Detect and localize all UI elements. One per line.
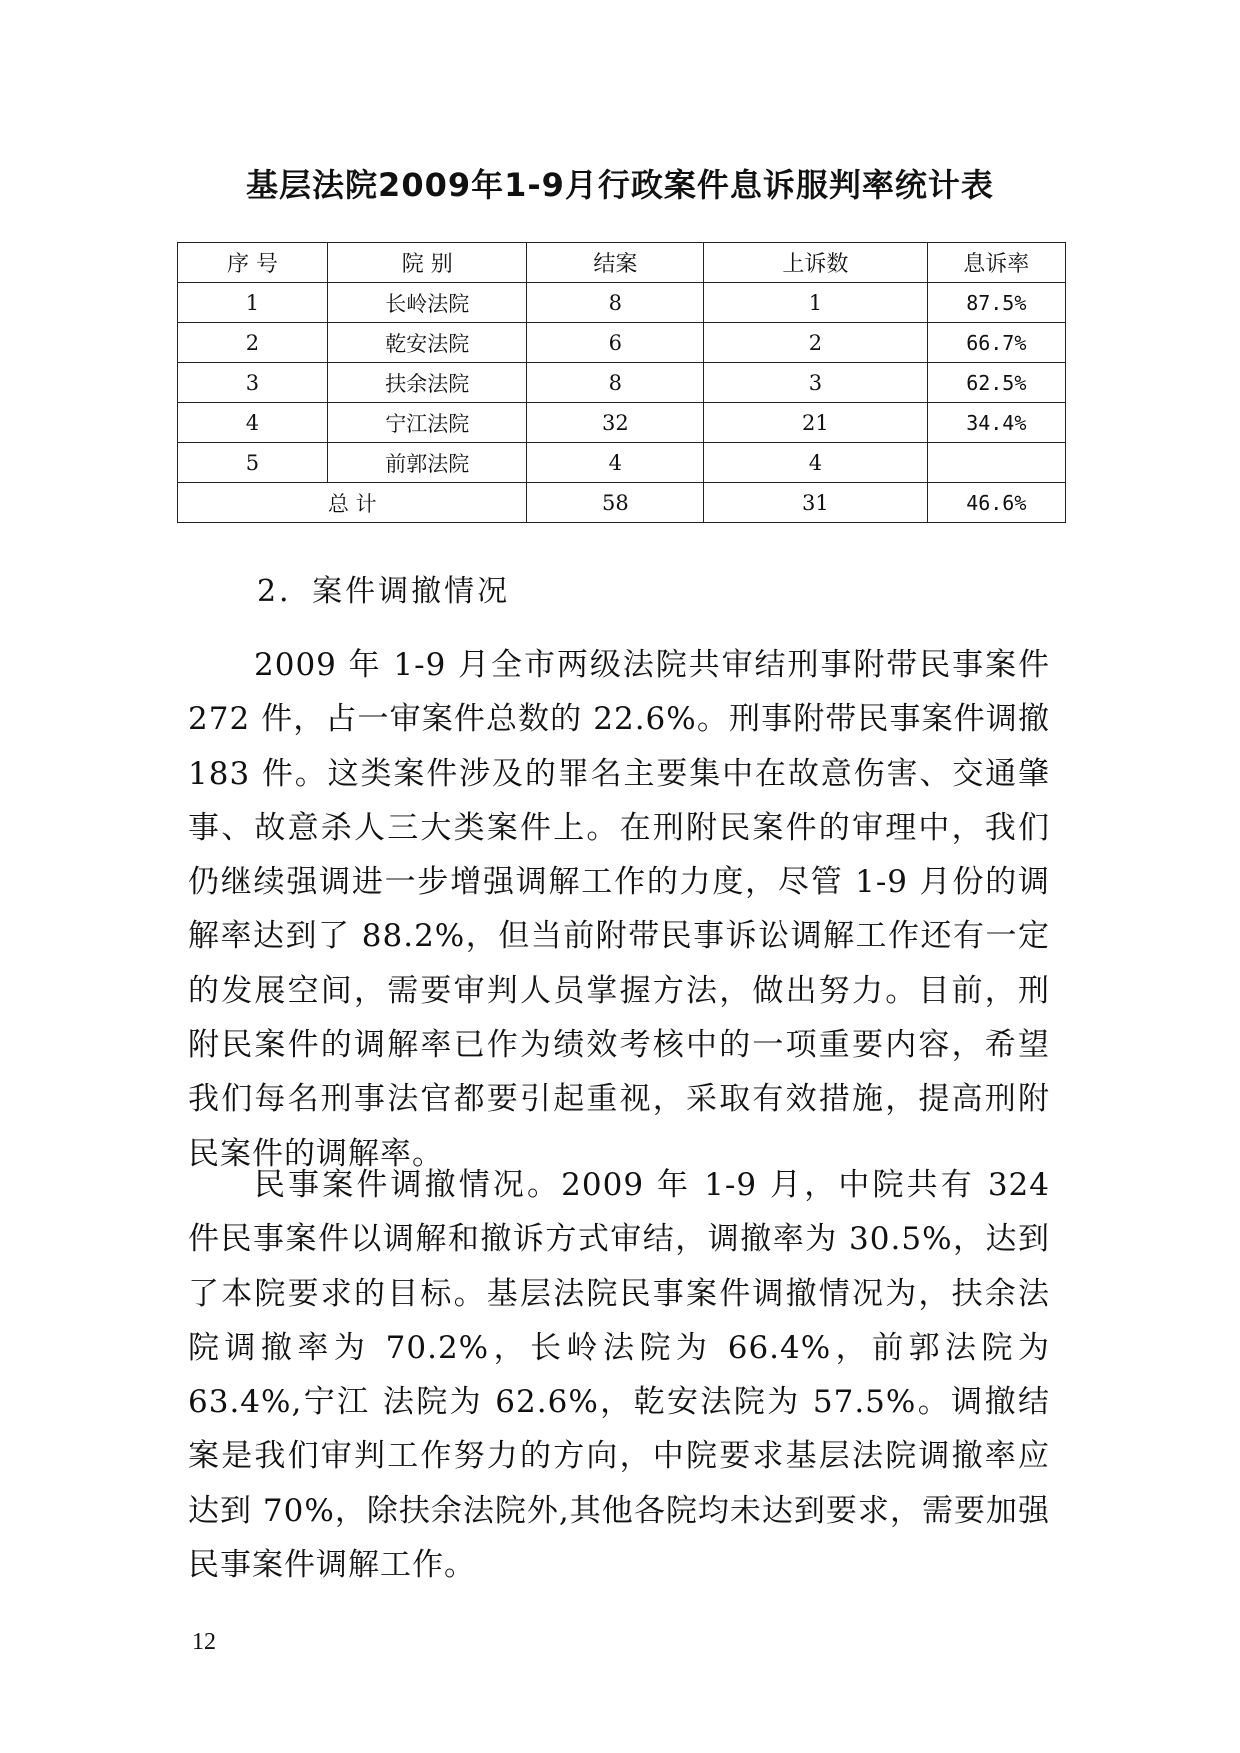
cell-court: 前郭法院 bbox=[327, 443, 527, 483]
cell-appeals: 2 bbox=[704, 323, 927, 363]
body-paragraph: 2009 年 1-9 月全市两级法院共审结刑事附带民事案件 272 件，占一审案件总数的 22.6%。刑事附带民事案件调撤 183 件。这类案件涉及的罪名主要集中在故意伤害、交通肇事、故意杀人三大类案件上。在刑附民案件的审理中，我们仍继续强调进一步增强调解工作的力度，尽管 1-9 月份的调解率达到了 88.2%，但当前附带民事诉讼调解工作还有一定的发展空间，需要审判人员掌握方法，做出努力。目前，刑附民案件的调解率已作为绩效考核中的一项重要内容，希望我们每名刑事法官都要引起重视，采取有效措施，提高刑附民案件的调解率。 bbox=[188, 647, 1050, 1172]
cell-serial-number: 1 bbox=[178, 283, 328, 323]
cell-appeals: 1 bbox=[704, 283, 927, 323]
table-total-row bbox=[178, 483, 1066, 523]
cell-appeals: 21 bbox=[704, 403, 927, 443]
cell-closed-cases: 8 bbox=[527, 363, 704, 403]
table-row bbox=[178, 403, 1066, 443]
total-label: 总 计 bbox=[178, 483, 527, 523]
cell-closed-cases: 8 bbox=[527, 283, 704, 323]
cell-appeals: 3 bbox=[704, 363, 927, 403]
cell-settle-rate bbox=[927, 443, 1065, 483]
cell-serial-number: 2 bbox=[178, 323, 328, 363]
statistics-table bbox=[177, 242, 1066, 523]
table-row bbox=[178, 443, 1066, 483]
section-heading: 2．案件调撤情况 bbox=[257, 574, 511, 609]
table-row bbox=[178, 323, 1066, 363]
header-court: 院 别 bbox=[327, 243, 527, 283]
table-title: 基层法院2009年1-9月行政案件息诉服判率统计表 bbox=[246, 166, 994, 204]
cell-closed-cases: 6 bbox=[527, 323, 704, 363]
table-row bbox=[178, 283, 1066, 323]
cell-serial-number: 3 bbox=[178, 363, 328, 403]
header-settle-rate: 息诉率 bbox=[927, 243, 1065, 283]
header-serial-number: 序 号 bbox=[178, 243, 328, 283]
header-appeals: 上诉数 bbox=[704, 243, 927, 283]
table-row bbox=[178, 363, 1066, 403]
cell-settle-rate: 66.7% bbox=[927, 323, 1065, 363]
total-closed-cases: 58 bbox=[527, 483, 704, 523]
cell-court: 乾安法院 bbox=[327, 323, 527, 363]
table-header-row bbox=[178, 243, 1066, 283]
cell-settle-rate: 34.4% bbox=[927, 403, 1065, 443]
page-number: 12 bbox=[192, 1629, 216, 1655]
cell-closed-cases: 32 bbox=[527, 403, 704, 443]
cell-settle-rate: 62.5% bbox=[927, 363, 1065, 403]
cell-serial-number: 4 bbox=[178, 403, 328, 443]
total-appeals: 31 bbox=[704, 483, 927, 523]
cell-appeals: 4 bbox=[704, 443, 927, 483]
cell-court: 宁江法院 bbox=[327, 403, 527, 443]
header-closed-cases: 结案 bbox=[527, 243, 704, 283]
cell-settle-rate: 87.5% bbox=[927, 283, 1065, 323]
cell-serial-number: 5 bbox=[178, 443, 328, 483]
cell-court: 扶余法院 bbox=[327, 363, 527, 403]
cell-court: 长岭法院 bbox=[327, 283, 527, 323]
body-paragraph: 民事案件调撤情况。2009 年 1-9 月，中院共有 324 件民事案件以调解和撤诉方式审结，调撤率为 30.5%，达到了本院要求的目标。基层法院民事案件调撤情况为，扶余法院调撤率为 70.2%，长岭法院为 66.4%，前郭法院为 63.4%,宁江 法院为 62.6%，乾安法院为 57.5%。调撤结案是我们审判工作努力的方向，中院要求基层法院调撤率应达到 70%，除扶余法院外,其他各院均未达到要求，需要加强民事案件调解工作。 bbox=[188, 1167, 1050, 1584]
cell-closed-cases: 4 bbox=[527, 443, 704, 483]
total-settle-rate: 46.6% bbox=[927, 483, 1065, 523]
